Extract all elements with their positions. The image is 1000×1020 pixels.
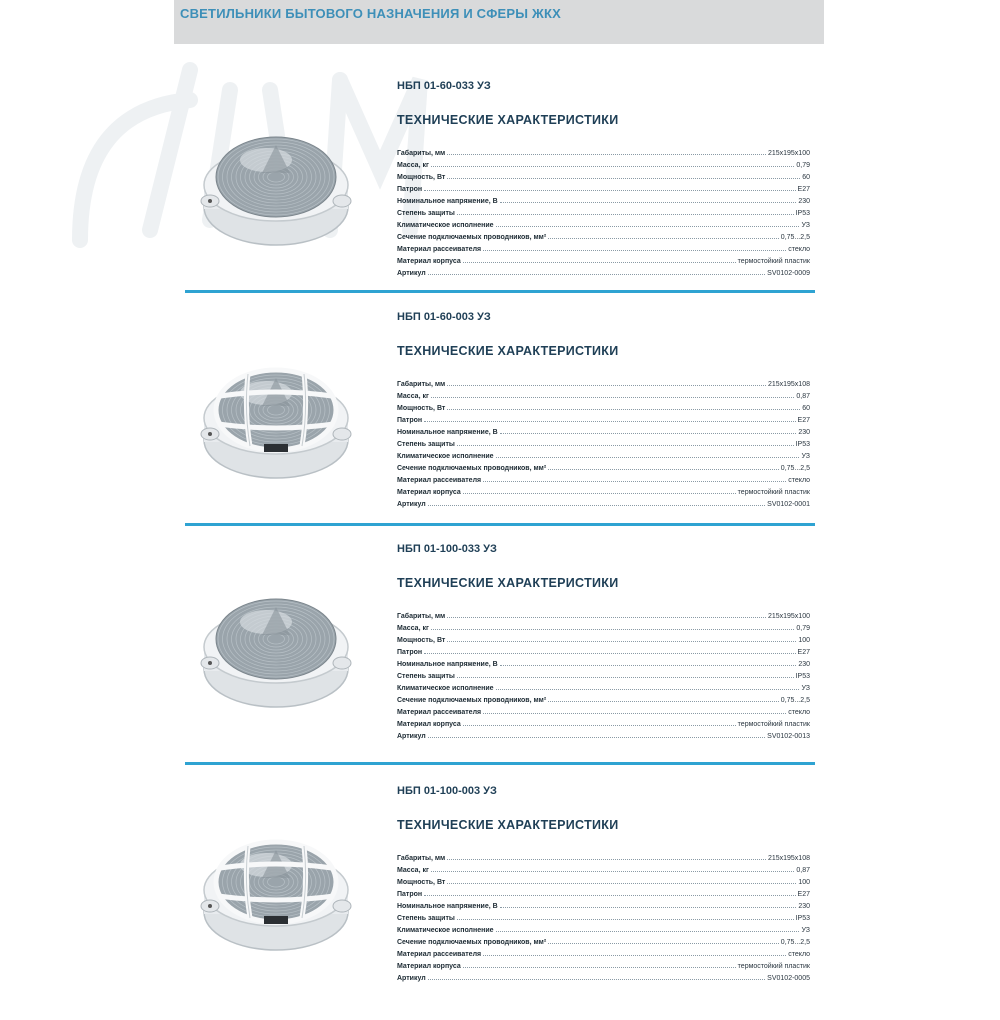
spec-value: SV0102-0013 xyxy=(767,733,810,740)
spec-label: Сечение подключаемых проводников, мм² xyxy=(397,465,547,472)
dot-leader xyxy=(548,469,779,470)
dot-leader xyxy=(500,202,797,203)
spec-label: Степень защиты xyxy=(397,441,455,448)
spec-value: УЗ xyxy=(801,927,810,934)
spec-row xyxy=(397,265,810,277)
product-section xyxy=(0,543,1000,778)
spec-value: 0,79 xyxy=(796,162,810,169)
spec-label: Сечение подключаемых проводников, мм² xyxy=(397,234,547,241)
spec-label: Мощность, Вт xyxy=(397,637,446,644)
dot-leader xyxy=(457,677,794,678)
spec-label: Артикул xyxy=(397,501,426,508)
spec-heading: ТЕХНИЧЕСКИЕ ХАРАКТЕРИСТИКИ xyxy=(397,576,619,590)
spec-value: УЗ xyxy=(801,685,810,692)
spec-label: Патрон xyxy=(397,417,423,424)
spec-label: Габариты, мм xyxy=(397,613,446,620)
spec-row xyxy=(397,229,810,241)
spec-row xyxy=(397,472,810,484)
spec-label: Масса, кг xyxy=(397,867,429,874)
dot-leader xyxy=(447,178,800,179)
spec-row xyxy=(397,241,810,253)
dot-leader xyxy=(500,665,797,666)
spec-heading: ТЕХНИЧЕСКИЕ ХАРАКТЕРИСТИКИ xyxy=(397,113,619,127)
spec-value: SV0102-0009 xyxy=(767,270,810,277)
dot-leader xyxy=(447,859,766,860)
spec-row xyxy=(397,620,810,632)
dot-leader xyxy=(424,190,795,191)
spec-value: 0,87 xyxy=(796,867,810,874)
spec-label: Материал рассеивателя xyxy=(397,246,482,253)
spec-value: 230 xyxy=(798,198,810,205)
spec-label: Материал рассеивателя xyxy=(397,951,482,958)
spec-label: Артикул xyxy=(397,270,426,277)
spec-value: термостойкий пластик xyxy=(737,258,810,265)
spec-value: 215х195х108 xyxy=(767,381,810,388)
spec-row xyxy=(397,496,810,508)
spec-row xyxy=(397,253,810,265)
dot-leader xyxy=(447,883,796,884)
spec-value: E27 xyxy=(797,891,810,898)
spec-value: SV0102-0001 xyxy=(767,501,810,508)
spec-value: стекло xyxy=(788,477,810,484)
spec-value: E27 xyxy=(797,186,810,193)
spec-value: УЗ xyxy=(801,222,810,229)
spec-row xyxy=(397,632,810,644)
spec-label: Климатическое исполнение xyxy=(397,453,494,460)
spec-value: E27 xyxy=(797,417,810,424)
spec-value: 0,79 xyxy=(796,625,810,632)
dot-leader xyxy=(428,979,765,980)
spec-row xyxy=(397,874,810,886)
product-section xyxy=(0,311,1000,546)
dot-leader xyxy=(431,166,794,167)
spec-label: Габариты, мм xyxy=(397,855,446,862)
spec-value: 215х195х108 xyxy=(767,855,810,862)
spec-label: Материал корпуса xyxy=(397,963,461,970)
spec-row xyxy=(397,886,810,898)
spec-value: 60 xyxy=(802,405,810,412)
spec-value: 215х195х100 xyxy=(767,613,810,620)
spec-value: 0,87 xyxy=(796,393,810,400)
spec-value: IP53 xyxy=(795,210,810,217)
spec-value: IP53 xyxy=(795,673,810,680)
spec-value: термостойкий пластик xyxy=(737,963,810,970)
spec-row xyxy=(397,217,810,229)
spec-value: 0,75...2,5 xyxy=(780,939,810,946)
dot-leader xyxy=(431,629,794,630)
spec-value: 100 xyxy=(798,637,810,644)
dot-leader xyxy=(463,967,736,968)
spec-label: Габариты, мм xyxy=(397,381,446,388)
dot-leader xyxy=(424,653,795,654)
spec-table xyxy=(397,145,810,277)
dot-leader xyxy=(447,641,796,642)
spec-label: Номинальное напряжение, В xyxy=(397,429,498,436)
spec-label: Масса, кг xyxy=(397,393,429,400)
dot-leader xyxy=(424,895,795,896)
spec-row xyxy=(397,728,810,740)
dot-leader xyxy=(431,871,794,872)
dot-leader xyxy=(483,955,786,956)
spec-label: Материал корпуса xyxy=(397,489,461,496)
spec-label: Номинальное напряжение, В xyxy=(397,198,498,205)
spec-value: УЗ xyxy=(801,453,810,460)
spec-row xyxy=(397,692,810,704)
spec-label: Патрон xyxy=(397,891,423,898)
spec-row xyxy=(397,424,810,436)
spec-label: Артикул xyxy=(397,733,426,740)
dot-leader xyxy=(447,617,766,618)
spec-row xyxy=(397,484,810,496)
dot-leader xyxy=(463,725,736,726)
product-title: НБП 01-100-003 УЗ xyxy=(397,785,497,797)
product-section xyxy=(0,785,1000,1020)
dot-leader xyxy=(483,250,786,251)
section-divider xyxy=(185,523,815,526)
dot-leader xyxy=(457,445,794,446)
spec-label: Степень защиты xyxy=(397,210,455,217)
spec-label: Сечение подключаемых проводников, мм² xyxy=(397,939,547,946)
spec-row xyxy=(397,388,810,400)
dot-leader xyxy=(457,214,794,215)
spec-row xyxy=(397,958,810,970)
round-lamp-smooth-icon xyxy=(196,115,356,255)
dot-leader xyxy=(428,274,765,275)
spec-row xyxy=(397,157,810,169)
spec-row xyxy=(397,448,810,460)
product-title: НБП 01-100-033 УЗ xyxy=(397,543,497,555)
dot-leader xyxy=(500,433,797,434)
spec-label: Мощность, Вт xyxy=(397,405,446,412)
spec-value: стекло xyxy=(788,709,810,716)
spec-label: Мощность, Вт xyxy=(397,879,446,886)
dot-leader xyxy=(463,493,736,494)
spec-value: E27 xyxy=(797,649,810,656)
dot-leader xyxy=(496,226,800,227)
spec-row xyxy=(397,970,810,982)
spec-value: термостойкий пластик xyxy=(737,721,810,728)
spec-value: 60 xyxy=(802,174,810,181)
spec-row xyxy=(397,181,810,193)
round-lamp-smooth-icon xyxy=(196,577,356,717)
spec-row xyxy=(397,193,810,205)
spec-value: 0,75...2,5 xyxy=(780,697,810,704)
spec-table xyxy=(397,608,810,740)
dot-leader xyxy=(500,907,797,908)
section-divider xyxy=(185,762,815,765)
spec-row xyxy=(397,145,810,157)
spec-label: Сечение подключаемых проводников, мм² xyxy=(397,697,547,704)
section-divider xyxy=(185,290,815,293)
spec-label: Артикул xyxy=(397,975,426,982)
spec-row xyxy=(397,934,810,946)
spec-row xyxy=(397,704,810,716)
spec-label: Материал рассеивателя xyxy=(397,477,482,484)
spec-label: Материал рассеивателя xyxy=(397,709,482,716)
spec-value: 0,75...2,5 xyxy=(780,234,810,241)
spec-label: Материал корпуса xyxy=(397,258,461,265)
dot-leader xyxy=(431,397,794,398)
spec-heading: ТЕХНИЧЕСКИЕ ХАРАКТЕРИСТИКИ xyxy=(397,818,619,832)
product-title: НБП 01-60-033 УЗ xyxy=(397,80,491,92)
page-header-title: СВЕТИЛЬНИКИ БЫТОВОГО НАЗНАЧЕНИЯ И СФЕРЫ ЖКХ xyxy=(180,6,561,21)
spec-value: SV0102-0005 xyxy=(767,975,810,982)
spec-label: Номинальное напряжение, В xyxy=(397,903,498,910)
spec-label: Масса, кг xyxy=(397,162,429,169)
spec-row xyxy=(397,910,810,922)
dot-leader xyxy=(548,238,779,239)
product-title: НБП 01-60-003 УЗ xyxy=(397,311,491,323)
dot-leader xyxy=(496,689,800,690)
dot-leader xyxy=(496,457,800,458)
spec-row xyxy=(397,946,810,958)
spec-row xyxy=(397,850,810,862)
spec-row xyxy=(397,412,810,424)
dot-leader xyxy=(447,154,766,155)
dot-leader xyxy=(424,421,795,422)
spec-label: Климатическое исполнение xyxy=(397,685,494,692)
spec-row xyxy=(397,898,810,910)
dot-leader xyxy=(428,737,765,738)
dot-leader xyxy=(428,505,765,506)
spec-label: Патрон xyxy=(397,649,423,656)
spec-row xyxy=(397,205,810,217)
spec-value: 230 xyxy=(798,429,810,436)
spec-row xyxy=(397,400,810,412)
spec-value: 0,75...2,5 xyxy=(780,465,810,472)
dot-leader xyxy=(496,931,800,932)
spec-heading: ТЕХНИЧЕСКИЕ ХАРАКТЕРИСТИКИ xyxy=(397,344,619,358)
spec-label: Мощность, Вт xyxy=(397,174,446,181)
spec-row xyxy=(397,169,810,181)
spec-label: Патрон xyxy=(397,186,423,193)
dot-leader xyxy=(483,481,786,482)
spec-value: термостойкий пластик xyxy=(737,489,810,496)
spec-label: Степень защиты xyxy=(397,915,455,922)
round-lamp-grid-icon xyxy=(196,820,356,960)
spec-value: 230 xyxy=(798,661,810,668)
spec-label: Климатическое исполнение xyxy=(397,927,494,934)
dot-leader xyxy=(548,701,779,702)
dot-leader xyxy=(548,943,779,944)
dot-leader xyxy=(457,919,794,920)
spec-label: Степень защиты xyxy=(397,673,455,680)
spec-value: 215х195х100 xyxy=(767,150,810,157)
spec-row xyxy=(397,656,810,668)
spec-row xyxy=(397,460,810,472)
spec-row xyxy=(397,608,810,620)
spec-table xyxy=(397,850,810,982)
spec-value: 230 xyxy=(798,903,810,910)
spec-value: стекло xyxy=(788,246,810,253)
spec-label: Номинальное напряжение, В xyxy=(397,661,498,668)
spec-row xyxy=(397,680,810,692)
spec-row xyxy=(397,862,810,874)
spec-row xyxy=(397,922,810,934)
spec-row xyxy=(397,376,810,388)
spec-value: 100 xyxy=(798,879,810,886)
spec-label: Масса, кг xyxy=(397,625,429,632)
dot-leader xyxy=(463,262,736,263)
spec-row xyxy=(397,644,810,656)
product-section xyxy=(0,80,1000,315)
spec-value: стекло xyxy=(788,951,810,958)
spec-table xyxy=(397,376,810,508)
spec-value: IP53 xyxy=(795,915,810,922)
round-lamp-grid-icon xyxy=(196,348,356,488)
spec-row xyxy=(397,668,810,680)
spec-label: Климатическое исполнение xyxy=(397,222,494,229)
spec-value: IP53 xyxy=(795,441,810,448)
dot-leader xyxy=(447,385,766,386)
dot-leader xyxy=(447,409,800,410)
spec-row xyxy=(397,436,810,448)
spec-label: Материал корпуса xyxy=(397,721,461,728)
spec-row xyxy=(397,716,810,728)
dot-leader xyxy=(483,713,786,714)
spec-label: Габариты, мм xyxy=(397,150,446,157)
